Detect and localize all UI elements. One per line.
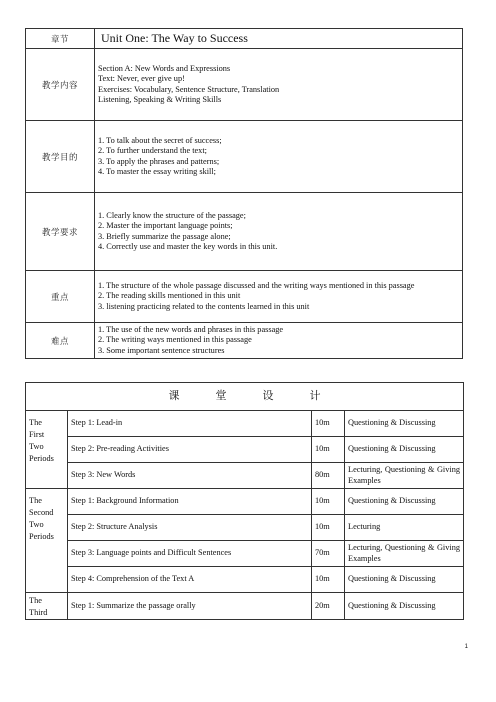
period-word: Two <box>29 442 44 451</box>
header-char: 堂 <box>215 390 227 403</box>
difficult-point-line: 2. The writing ways mentioned in this passage <box>98 335 252 345</box>
purpose-cell <box>95 121 463 193</box>
page-number: 1 <box>464 644 468 650</box>
requirement-line: 4. Correctly use and master the key words in this unit. <box>98 242 278 251</box>
difficult-point-line: 3. Some important sentence structures <box>98 345 225 355</box>
purpose-line: 4. To master the essay writing skill; <box>98 167 216 176</box>
time-cell: 80m <box>312 463 345 489</box>
time-cell: 10m <box>312 489 345 515</box>
method-cell: Questioning & Discussing <box>345 593 464 620</box>
step-cell: Step 1: Background Information <box>68 489 312 515</box>
period-word: The <box>29 596 42 605</box>
purpose-line: 2. To further understand the text; <box>98 146 207 155</box>
content-line: Listening, Speaking & Writing Skills <box>98 95 222 104</box>
period-word: Second <box>29 508 54 517</box>
requirement-line: 3. Briefly summarize the passage alone; <box>98 231 231 241</box>
purpose-label: 教学目的 <box>26 121 95 193</box>
period-word: The <box>29 496 42 505</box>
difficult-point-line: 1. The use of the new words and phrases in this passage <box>98 324 284 334</box>
step-cell: Step 2: Structure Analysis <box>68 515 312 541</box>
step-cell: Step 1: Summarize the passage orally <box>68 593 312 620</box>
period-word: Third <box>29 608 48 617</box>
time-cell: 70m <box>312 541 345 567</box>
period-cell <box>26 411 68 489</box>
header-char: 课 <box>168 390 180 403</box>
key-points-label: 重点 <box>26 271 95 323</box>
period-word: The <box>29 418 42 427</box>
period-word: Periods <box>29 532 54 541</box>
content-line: Section A: New Words and Expressions <box>98 63 231 73</box>
step-cell: Step 1: Lead-in <box>68 411 312 437</box>
requirement-label: 教学要求 <box>26 193 95 271</box>
method-cell: Questioning & Discussing <box>345 411 464 437</box>
period-word: First <box>29 430 45 439</box>
requirement-line: 2. Master the important language points; <box>98 221 233 230</box>
time-cell: 10m <box>312 515 345 541</box>
step-cell: Step 2: Pre-reading Activities <box>68 437 312 463</box>
period-cell <box>26 593 68 620</box>
content-line: Text: Never, ever give up! <box>98 74 185 83</box>
difficult-points-cell <box>95 323 463 359</box>
design-header <box>26 383 464 411</box>
content-line: Exercises: Vocabulary, Sentence Structure, Translation <box>98 84 280 94</box>
key-points-cell <box>95 271 463 323</box>
chapter-label: 章节 <box>26 29 95 49</box>
chapter-title: Unit One: The Way to Success <box>95 29 463 49</box>
time-cell: 10m <box>312 567 345 593</box>
header-char: 设 <box>262 390 274 403</box>
step-cell: Step 4: Comprehension of the Text A <box>68 567 312 593</box>
method-cell: Questioning & Discussing <box>345 489 464 515</box>
method-cell: Lecturing <box>345 515 464 541</box>
key-point-line: 2. The reading skills mentioned in this unit <box>98 291 241 301</box>
requirement-line: 1. Clearly know the structure of the passage; <box>98 210 246 220</box>
syllabus-table <box>25 28 463 359</box>
method-cell: Questioning & Discussing <box>345 567 464 593</box>
period-cell <box>26 489 68 593</box>
step-cell: Step 3: Language points and Difficult Sentences <box>68 541 312 567</box>
time-cell: 10m <box>312 437 345 463</box>
header-char: 计 <box>309 390 321 403</box>
key-point-line: 1. The structure of the whole passage discussed and the writing ways mentioned in this passage <box>98 280 415 290</box>
step-cell: Step 3: New Words <box>68 463 312 489</box>
content-label: 教学内容 <box>26 49 95 121</box>
requirement-cell <box>95 193 463 271</box>
method-cell: Lecturing, Questioning & Giving Examples <box>345 463 464 489</box>
time-cell: 10m <box>312 411 345 437</box>
period-word: Two <box>29 520 44 529</box>
difficult-points-label: 难点 <box>26 323 95 359</box>
content-cell <box>95 49 463 121</box>
key-point-line: 3. listening practicing related to the contents learned in this unit <box>98 301 310 311</box>
purpose-line: 3. To apply the phrases and patterns; <box>98 156 220 166</box>
time-cell: 20m <box>312 593 345 620</box>
method-cell: Lecturing, Questioning & Giving Examples <box>345 541 464 567</box>
classroom-design-table <box>25 382 464 620</box>
purpose-line: 1. To talk about the secret of success; <box>98 135 222 145</box>
method-cell: Questioning & Discussing <box>345 437 464 463</box>
period-word: Periods <box>29 454 54 463</box>
